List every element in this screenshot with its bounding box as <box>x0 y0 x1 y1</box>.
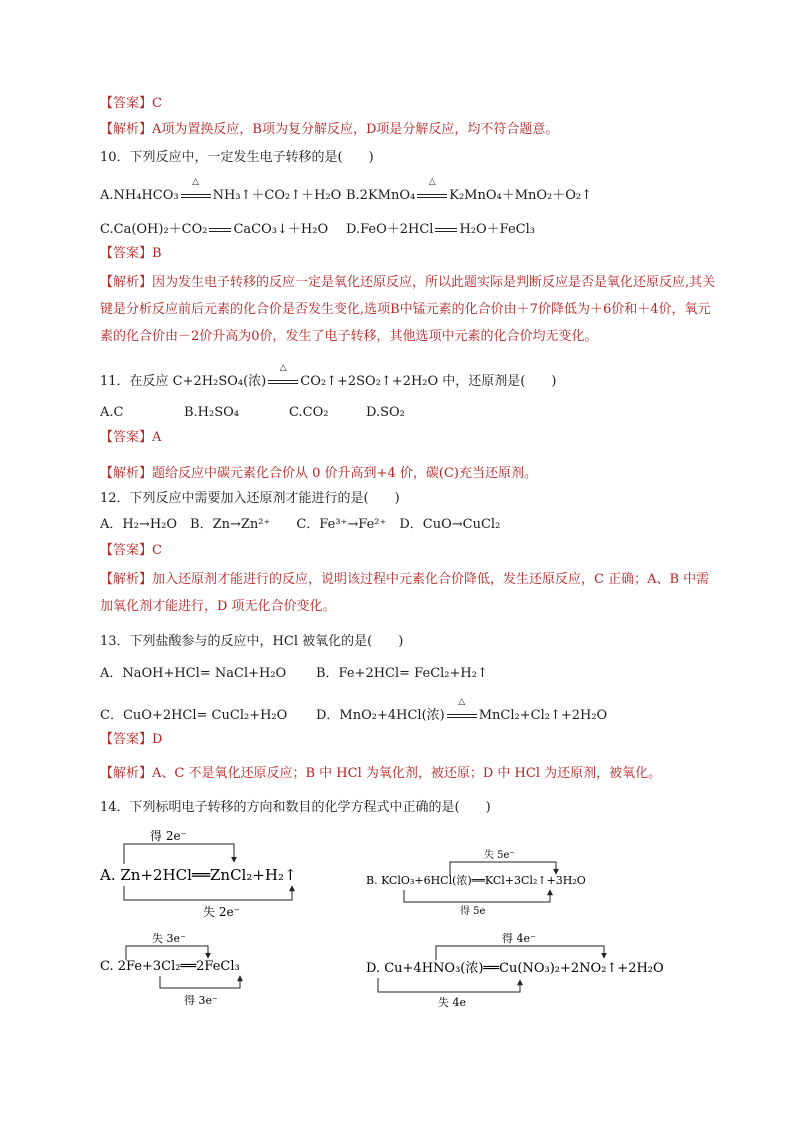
q10-answer <box>100 244 162 264</box>
answer-value: A <box>152 430 162 445</box>
equation-right: MnCl₂+Cl₂↑+2H₂O <box>478 708 608 723</box>
loss-arrow <box>378 978 520 992</box>
equation-left: B.2KMnO₄ <box>346 188 416 203</box>
equation-right: CO₂↑+2SO₂↑+2H₂O 中，还原剂是( ) <box>300 374 557 389</box>
answer-value: D <box>152 732 163 747</box>
electron-gain-label: 得 5e <box>460 906 486 917</box>
analysis-text: A项为置换反应，B项为复分解反应，D项是分解反应，均不符合题意。 <box>152 122 559 137</box>
analysis-text: A、C 不是氧化还原反应；B 中 HCl 为氧化剂，被还原；D 中 HCl 为还原剂，被氧化。 <box>152 766 662 781</box>
analysis-tag: 【解析】 <box>100 275 153 290</box>
q14-option-c <box>100 931 240 1007</box>
analysis-text: 加入还原剂才能进行的反应，说明该过程中元素化合价降低，发生还原反应，C 正确；A、B 中需加氧化剂才能进行，D 项无化合价变化。 <box>100 572 710 614</box>
q13-answer <box>100 730 162 750</box>
heat-equals-sign <box>179 177 213 203</box>
equation-right: CaCO₃↓＋H₂O <box>233 222 329 237</box>
electron-loss-label: 失 2e⁻ <box>203 905 240 919</box>
equation: B. KClO₃+6HCl(浓)══KCl+3Cl₂↑+3H₂O <box>366 874 586 887</box>
answer-tag: 【答案】 <box>100 430 153 445</box>
q10-option-b <box>346 177 593 203</box>
q10-stem: 10．下列反应中，一定发生电子转移的是( ) <box>100 150 374 165</box>
heat-equals-sign <box>445 697 479 723</box>
q13-option-d <box>316 697 608 723</box>
heat-equals-sign <box>266 363 300 389</box>
loss-arrow <box>126 946 208 960</box>
q11-answer <box>100 428 161 448</box>
delta-icon: △ <box>192 177 200 187</box>
answer-value: B <box>152 246 162 261</box>
delta-icon: △ <box>428 177 436 187</box>
electron-gain-label: 得 2e⁻ <box>150 829 187 843</box>
answer-tag: 【答案】 <box>100 96 153 111</box>
electron-gain-label: 得 3e⁻ <box>184 994 218 1007</box>
equation: D. Cu+4HNO₃(浓)══Cu(NO₃)₂+2NO₂↑+2H₂O <box>366 961 664 976</box>
electron-loss-label: 失 3e⁻ <box>152 932 186 945</box>
q12-options: A．H₂→H₂O B．Zn→Zn²⁺ C．Fe³⁺→Fe²⁺ D．CuO→CuCl₂ <box>100 517 501 532</box>
electron-gain-label: 得 4e⁻ <box>502 932 536 945</box>
equation: A. Zn+2HCl══ZnCl₂+H₂↑ <box>100 866 297 884</box>
analysis-tag: 【解析】 <box>100 572 153 587</box>
electron-loss-label: 失 4e <box>438 996 467 1009</box>
q12-analysis <box>100 566 720 620</box>
q13-option-b: B．Fe+2HCl= FeCl₂+H₂↑ <box>316 666 488 681</box>
equation: C. 2Fe+3Cl₂══2FeCl₃ <box>100 959 240 974</box>
q14-option-a <box>99 829 297 919</box>
gain-arrow <box>160 976 240 988</box>
gain-arrow <box>124 844 234 864</box>
q11-option-d: D.SO₂ <box>366 405 405 420</box>
q9-analysis <box>100 120 558 140</box>
q13-option-a: A．NaOH+HCl= NaCl+H₂O <box>100 666 287 681</box>
gain-arrow <box>436 946 604 960</box>
q10-option-a <box>100 177 342 203</box>
q13-analysis <box>100 764 661 784</box>
q14-option-d <box>366 932 664 1009</box>
analysis-tag: 【解析】 <box>100 122 153 137</box>
equation-right: H₂O＋FeCl₃ <box>459 222 535 237</box>
answer-tag: 【答案】 <box>100 246 153 261</box>
analysis-text: 题给反应中碳元素化合价从 0 价升高到+4 价，碳(C)充当还原剂。 <box>152 466 537 481</box>
q9-answer <box>100 94 162 114</box>
loss-arrow <box>124 886 292 900</box>
delta-icon: △ <box>279 363 287 373</box>
heat-equals-sign <box>415 177 449 203</box>
answer-value: C <box>152 543 162 558</box>
q11-option-b: B.H₂SO₄ <box>184 405 240 420</box>
equation-left: A.NH₄HCO₃ <box>100 188 179 203</box>
equation-right: NH₃↑＋CO₂↑＋H₂O <box>212 188 342 203</box>
q12-stem: 12．下列反应中需要加入还原剂才能进行的是( ) <box>100 491 400 506</box>
gain-arrow <box>404 890 550 902</box>
equation-right: K₂MnO₄＋MnO₂＋O₂↑ <box>449 188 593 203</box>
analysis-tag: 【解析】 <box>100 466 153 481</box>
q14-electron-transfer-diagrams <box>0 820 794 1040</box>
answer-tag: 【答案】 <box>100 543 153 558</box>
q13-option-c: C．CuO+2HCl= CuCl₂+H₂O <box>100 708 288 723</box>
q13-stem: 13．下列盐酸参与的反应中，HCl 被氧化的是( ) <box>100 634 404 649</box>
q10-analysis <box>100 269 720 350</box>
equation-left: D．MnO₂+4HCl(浓) <box>316 708 445 723</box>
equation-left: C.Ca(OH)₂＋CO₂ <box>100 222 208 237</box>
q11-option-a: A.C <box>100 405 124 420</box>
electron-loss-label: 失 5e⁻ <box>484 850 515 861</box>
q11-option-c: C.CO₂ <box>289 405 329 420</box>
answer-tag: 【答案】 <box>100 732 153 747</box>
q11-stem <box>100 363 557 389</box>
q14-stem: 14．下列标明电子转移的方向和数目的化学方程式中正确的是( ) <box>100 800 491 815</box>
q11-analysis <box>100 464 537 484</box>
answer-value: C <box>152 96 162 111</box>
q14-option-b <box>366 848 586 917</box>
delta-icon: △ <box>458 697 466 707</box>
equation-left: D.FeO＋2HCl <box>346 222 434 237</box>
analysis-tag: 【解析】 <box>100 766 153 781</box>
analysis-text: 因为发生电子转移的反应一定是氧化还原反应，所以此题实际是判断反应是否是氧化还原反应,其关键是分析反应前后元素的化合价是否发生变化,选项B中锰元素的化合价由＋7价降低为＋6价和＋4价，氧元素的化合价由－2价升高为0价，发生了电子转移，其他选项中元素的化合价均无变化。 <box>100 275 716 344</box>
q10-option-d <box>346 218 535 237</box>
q10-option-c <box>100 218 328 237</box>
equation-left: 11．在反应 C+2H₂SO₄(浓) <box>100 374 267 389</box>
q12-answer <box>100 541 162 561</box>
